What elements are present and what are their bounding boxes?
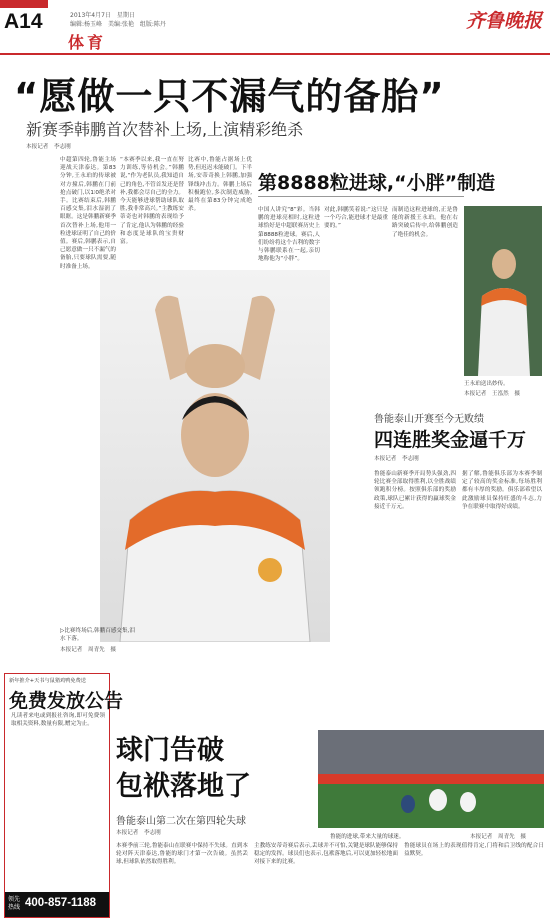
issue-weekday: 星期日 <box>116 12 135 19</box>
side1-photo-credit: 本报记者 王泓然 摄 <box>464 391 520 397</box>
side1-player-illustration <box>464 206 542 376</box>
lead-column-3: 比赛中,鲁能占据场上优势,但迟迟未能破门。下半场,安蒂奇换上韩鹏,加强锋线冲击力。韩鹏上场后积极跑位,多次制造威胁,最终在第83分钟完成绝杀。 <box>188 157 252 213</box>
lead-photo-credit: 本报记者 周青先 摄 <box>60 647 116 653</box>
side1-headline: 第8888粒进球,“小胖”制造 <box>258 172 496 194</box>
side2-headline: 四连胜奖金逼千万 <box>374 429 527 451</box>
side1-photo-caption: 王永珀送出妙传。 <box>464 381 509 387</box>
bottom-byline: 本报记者 李志刚 <box>116 830 161 836</box>
side1-column-1: 中国人讲究“8”彩。当韩鹏的进球亮相时,这粒进球恰好是中超联赛历史上第8888粒进球。赛后,人们纷纷将这个吉利的数字与韩鹏联系在一起,亲切地称他为“小胖”。 <box>258 207 320 263</box>
lead-subhead: 新赛季韩鹏首次替补上场,上演精彩绝杀 <box>26 120 304 139</box>
lead-byline: 本报记者 李志刚 <box>26 144 71 150</box>
side2-kicker: 鲁能泰山开赛至今无败绩 <box>374 414 484 425</box>
bottom-photo-caption: 鲁能的进球,带来大量的球迷。 <box>330 834 405 840</box>
bottom-column-2: 主教练安蒂奇赛后表示,丢球并不可怕,关键是球队能够保持稳定的发挥。球员们也表示,包袱落地后,可以更加轻松地面对接下来的比赛。 <box>254 843 398 866</box>
page-header <box>0 0 550 56</box>
editor: 编辑:杨玉峰 <box>70 21 103 28</box>
lead-column-1: 中超第四轮,鲁能主场迎战天津泰达。第83分钟,王永珀的传球被对方撞后,韩鹏在门前抢点破门,以1∶0绝杀对手。比赛结束后,韩鹏百感交集,泪水湿润了眼眶。这是韩鹏新赛季首次替补上场,他用一粒进球证明了自己的价值。赛后,韩鹏表示,自己愿意做一只不漏气的备胎,只要球队需要,随时准备上场。 <box>60 157 116 270</box>
bottom-column-3: 鲁能球员在场上的表现值得肯定,门将和后卫线的配合日益默契。 <box>404 843 544 858</box>
side2-column-2: 据了解,鲁能俱乐部为本赛季制定了较高的奖金标准,每场胜利都有丰厚的奖励。俱乐部希望以此激励球员保持旺盛的斗志,力争在联赛中取得好成绩。 <box>462 471 542 510</box>
ad-phone-label: 领先热线 <box>8 896 21 911</box>
lead-photo-left-strip <box>8 156 54 636</box>
issue-date: 2013年4月7日 <box>70 12 111 19</box>
ad-title: 免费发放公告 <box>9 690 124 712</box>
ad-phone-bar <box>5 892 109 917</box>
side1-photo <box>464 206 542 376</box>
ad-body: 凡读者来电或到报社咨询,即可免费领取相关资料,数量有限,赠完为止。 <box>11 713 105 728</box>
lead-column-2: “本赛季以来,我一直在努力训练,等待机会。”韩鹏说,“作为老队员,我知道自己的角色,不管首发还是替补,我都会尽自己的全力。今天能够进球帮助球队取胜,我非常高兴。”主教练安蒂奇也对韩鹏的表现给予了肯定,他认为韩鹏的经验和态度是球队的宝贵财富。 <box>120 157 184 246</box>
date-line <box>70 10 135 19</box>
ad-header: 新年推介+天书与鼠猪鸡鸭免费送 <box>9 678 86 684</box>
side1-column-2: 对此,韩鹏笑着说:“这只是一个巧合,能进球才是最重要的。” <box>324 207 388 230</box>
designer: 美编:张艳 <box>107 21 134 28</box>
side2-byline: 本报记者 李志刚 <box>374 456 419 462</box>
section-title: 体育 <box>68 33 107 52</box>
bottom-photo-credit: 本报记者 周青先 摄 <box>470 834 526 840</box>
lead-photo-caption: ▷比赛终场后,韩鹏百感交集,泪水下落。 <box>60 628 135 642</box>
page-corner-mark <box>0 0 48 8</box>
bottom-headline-line2: 包袱落地了 <box>116 771 251 802</box>
staff-line <box>70 19 166 28</box>
masthead-logo: 齐鲁晚报 <box>465 10 542 32</box>
page-number: A14 <box>4 10 43 33</box>
proofreader: 组版:陈丹 <box>139 21 166 28</box>
side1-column-3: 而制造这粒进球的,正是鲁能的新援王永珀。他在右路突破后传中,给韩鹏创造了绝佳的机会。 <box>392 207 458 238</box>
side2-column-1: 鲁能泰山新赛季开局势头强劲,四轮比赛全部取得胜利,以全胜战绩领跑积分榜。按照俱乐部的奖励政策,球队已累计获得的赢球奖金接近千万元。 <box>374 471 456 510</box>
bottom-subhead: 鲁能泰山第二次在第四轮失球 <box>116 816 246 827</box>
stadium-illustration <box>318 730 544 828</box>
ad-phone-number: 400-857-1188 <box>25 897 96 909</box>
header-rule <box>0 53 550 55</box>
ad-box <box>4 673 124 918</box>
side1-rule <box>258 196 464 197</box>
bottom-column-1: 本赛季前三轮,鲁能泰山在联赛中保持不失球。直到本轮对阵天津泰达,鲁能的球门才第一次告破。虽然丢球,但球队依然取得胜利。 <box>116 843 248 866</box>
bottom-stadium-photo <box>318 730 544 828</box>
lead-headline: “愿做一只不漏气的备胎” <box>14 75 445 118</box>
bottom-headline-line1: 球门告破 <box>116 735 224 766</box>
